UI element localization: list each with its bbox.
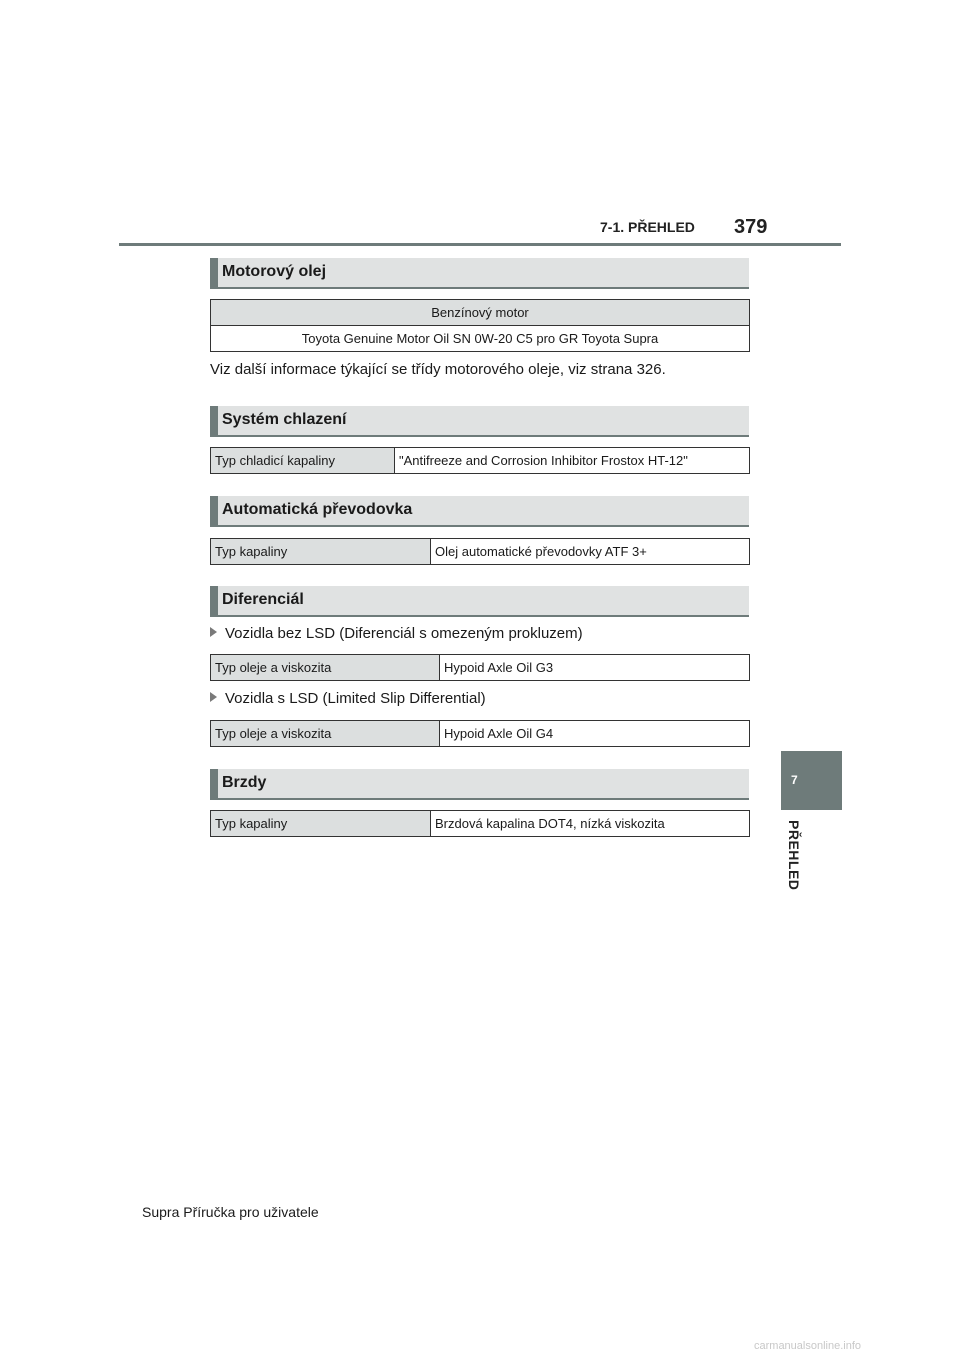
table-value-cell: Olej automatické převodovky ATF 3+	[431, 539, 750, 565]
cooling-table	[210, 447, 750, 474]
triangle-bullet-icon	[210, 627, 217, 637]
section-title: Motorový olej	[222, 263, 327, 280]
section-heading: 7-1. PŘEHLED	[600, 219, 695, 235]
table-value-cell: Hypoid Axle Oil G4	[440, 721, 750, 747]
bullet-item	[210, 625, 583, 642]
motor-oil-table	[210, 299, 750, 352]
chapter-tab-label: PŘEHLED	[786, 820, 802, 891]
bullet-item	[210, 690, 486, 707]
section-header-brakes	[210, 769, 749, 800]
transmission-table	[210, 538, 750, 565]
watermark: carmanualsonline.info	[754, 1340, 862, 1352]
bullet-text: Vozidla bez LSD (Diferenciál s omezeným prokluzem)	[225, 625, 583, 642]
differential-table-lsd	[210, 720, 750, 747]
table-key-cell: Typ chladicí kapaliny	[211, 448, 395, 474]
bullet-text: Vozidla s LSD (Limited Slip Differential)	[225, 690, 486, 707]
header-divider	[119, 243, 841, 246]
section-title: Diferenciál	[222, 591, 304, 608]
section-header-cooling	[210, 406, 749, 437]
table-cell: Toyota Genuine Motor Oil SN 0W-20 C5 pro GR Toyota Supra	[211, 326, 750, 352]
brakes-table	[210, 810, 750, 837]
differential-table-no-lsd	[210, 654, 750, 681]
table-key-cell: Typ kapaliny	[211, 539, 431, 565]
table-value-cell: Hypoid Axle Oil G3	[440, 655, 750, 681]
table-key-cell: Typ oleje a viskozita	[211, 721, 440, 747]
section-header-motor-oil	[210, 258, 749, 289]
section-header-differential	[210, 586, 749, 617]
table-header-cell: Benzínový motor	[211, 300, 750, 326]
triangle-bullet-icon	[210, 692, 217, 702]
section-title: Systém chlazení	[222, 411, 347, 428]
section-header-transmission	[210, 496, 749, 527]
table-value-cell: "Antifreeze and Corrosion Inhibitor Frostox HT-12"	[395, 448, 750, 474]
oil-note-text: Viz další informace týkající se třídy motorového oleje, viz strana 326.	[210, 361, 666, 378]
page-number: 379	[734, 216, 768, 238]
chapter-tab-number: 7	[791, 773, 798, 787]
section-title: Brzdy	[222, 774, 267, 791]
table-key-cell: Typ kapaliny	[211, 811, 431, 837]
table-value-cell: Brzdová kapalina DOT4, nízká viskozita	[431, 811, 750, 837]
footer-text: Supra Příručka pro uživatele	[142, 1204, 319, 1220]
table-key-cell: Typ oleje a viskozita	[211, 655, 440, 681]
section-title: Automatická převodovka	[222, 501, 413, 518]
